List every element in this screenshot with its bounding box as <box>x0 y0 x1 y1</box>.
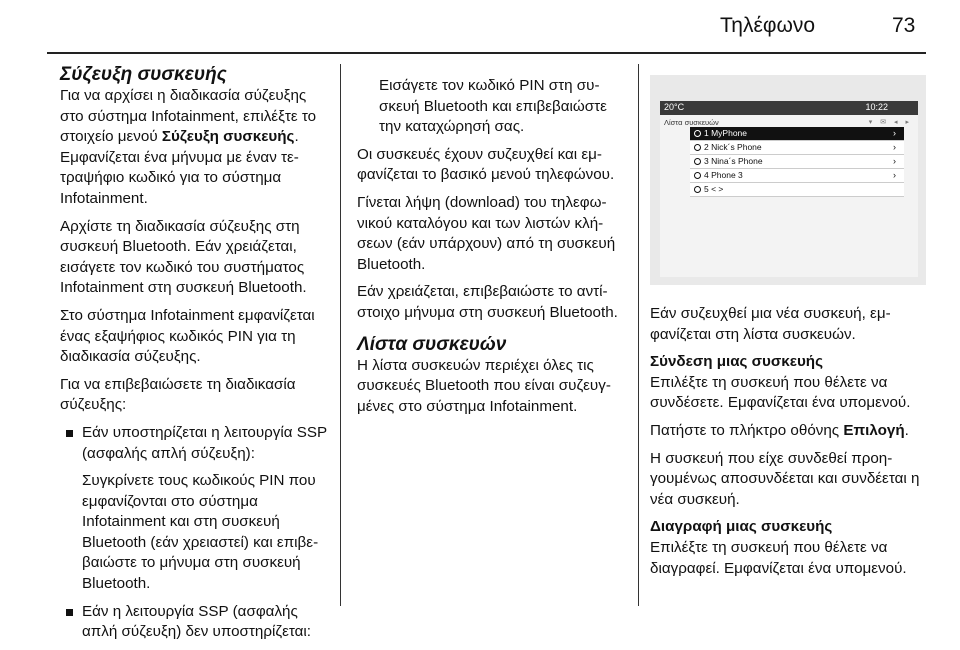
device-icon <box>694 130 701 137</box>
bullet-text: Εάν η λειτουργία SSP (ασφαλής απλή σύζευξη) δεν υποστηρίζεται: <box>82 602 312 641</box>
bullet-square-icon <box>66 609 73 616</box>
temperature: 20°C <box>664 102 685 112</box>
text: Πατήστε το πλήκτρο οθόνης <box>650 421 844 439</box>
device-label: 1 MyPhone <box>704 128 747 138</box>
paragraph <box>60 86 328 210</box>
page-number: 73 <box>892 14 916 37</box>
chevron-right-icon: › <box>893 142 896 152</box>
status-bar <box>660 101 918 115</box>
text: Για να αρχίσει η διαδικασία σύζευξης στο σύστημα Infotainment, επιλέξτε το στοιχείο μενού <box>60 87 317 146</box>
paragraph <box>650 421 920 442</box>
screen-content <box>660 115 918 277</box>
paragraph: Η λίστα συσκευών περιέχει όλες τις συσκευές Bluetooth που είναι συζευγμένες στο σύστημα Infotainment. <box>357 356 611 415</box>
softkey-name: Επιλογή <box>843 421 905 439</box>
column-divider-1 <box>340 64 341 606</box>
paragraph: Αρχίστε τη διαδικασία σύζευξης στη συσκευή Bluetooth. Εάν χρειάζεται, εισάγετε τον κωδικό του συστήματος Infotainment στη συσκευή Bluetooth. <box>60 217 307 297</box>
device-icon <box>694 186 701 193</box>
paragraph: Για να επιβεβαιώσετε τη διαδικασία σύζευξης: <box>60 375 296 414</box>
device-icon <box>694 172 701 179</box>
device-row[interactable] <box>690 141 904 155</box>
clock: 10:22 <box>865 102 888 112</box>
bullet-subparagraph: Εισάγετε τον κωδικό PIN στη συσκευή Bluetooth και επιβεβαιώστε την καταχώρησή σας. <box>379 77 607 136</box>
bullet-subparagraph: Συγκρίνετε τους κωδικούς PIN που εμφανίζονται στο σύστημα Infotainment και στη συσκευή Bluetooth (εάν χρειαστεί) και επιβεβαιώστε το μήνυμα στη συσκευή Bluetooth. <box>82 472 319 593</box>
section-heading-pairing: Σύζευξη συσκευής <box>60 64 227 85</box>
paragraph: Η συσκευή που είχε συνδεθεί προηγουμένως αποσυνδέεται και συνδέεται η νέα συσκευή. <box>650 449 920 508</box>
device-icon <box>694 158 701 165</box>
status-icons: ▾ ✉ ◂ ▸ <box>868 119 912 126</box>
paragraph: Οι συσκευές έχουν συζευχθεί και εμφανίζεται το βασικό μενού τηλεφώνου. <box>357 145 615 184</box>
device-row[interactable] <box>690 155 904 169</box>
paragraph: Εάν χρειάζεται, επιβεβαιώστε το αντίστοιχο μήνυμα στη συσκευή Bluetooth. <box>357 283 618 321</box>
device-label: 4 Phone 3 <box>704 170 743 180</box>
column-1 <box>60 64 328 650</box>
header-rule <box>47 52 926 54</box>
bullet-item <box>60 602 328 643</box>
bullet-item <box>60 423 328 464</box>
bullet-square-icon <box>66 430 73 437</box>
column-2 <box>357 76 627 424</box>
chapter-title: Τηλέφωνο <box>720 14 816 37</box>
chevron-right-icon: › <box>893 156 896 166</box>
device-row[interactable] <box>690 169 904 183</box>
column-3 <box>650 304 920 586</box>
paragraph: Στο σύστημα Infotainment εμφανίζεται ένας εξαψήφιος κωδικός PIN για τη διαδικασία σύζευξης. <box>60 306 315 366</box>
device-label: 2 Nick´s Phone <box>704 142 762 152</box>
paragraph: Εάν συζευχθεί μια νέα συσκευή, εμφανίζεται στη λίστα συσκευών. <box>650 305 891 343</box>
column-divider-2 <box>638 64 639 606</box>
text: . <box>904 421 909 439</box>
paragraph: Επιλέξτε τη συσκευή που θέλετε να συνδέσετε. Εμφανίζεται ένα υπομενού. <box>650 373 911 412</box>
subheading-connect: Σύνδεση μιας συσκευής <box>650 353 823 371</box>
device-row[interactable] <box>690 127 904 141</box>
text: . Εμφανίζεται ένα μήνυμα με έναν τετραψήφιο κωδικό για το σύστημα Infotainment. <box>60 128 299 207</box>
device-label: 3 Nina´s Phone <box>704 156 763 166</box>
section-heading-device-list: Λίστα συσκευών <box>357 333 507 355</box>
paragraph: Επιλέξτε τη συσκευή που θέλετε να διαγραφεί. Εμφανίζεται ένα υπομενού. <box>650 538 907 577</box>
device-label: 5 < > <box>704 184 724 194</box>
device-list-screenshot <box>650 75 926 285</box>
subheading-delete: Διαγραφή μιας συσκευής <box>650 518 833 536</box>
screen-title: Λίστα συσκευών <box>664 118 719 127</box>
menu-item-name: Σύζευξη συσκευής <box>161 128 295 146</box>
bullet-text: Εάν υποστηρίζεται η λειτουργία SSP (ασφαλής απλή σύζευξη): <box>82 423 327 462</box>
paragraph: Γίνεται λήψη (download) του τηλεφωνικού καταλόγου και των λιστών κλήσεων (εάν υπάρχουν) από τη συσκευή Bluetooth. <box>357 193 616 273</box>
device-icon <box>694 144 701 151</box>
infotainment-display <box>660 101 918 277</box>
chevron-right-icon: › <box>893 128 896 138</box>
chevron-right-icon: › <box>893 170 896 180</box>
device-row[interactable] <box>690 183 904 197</box>
